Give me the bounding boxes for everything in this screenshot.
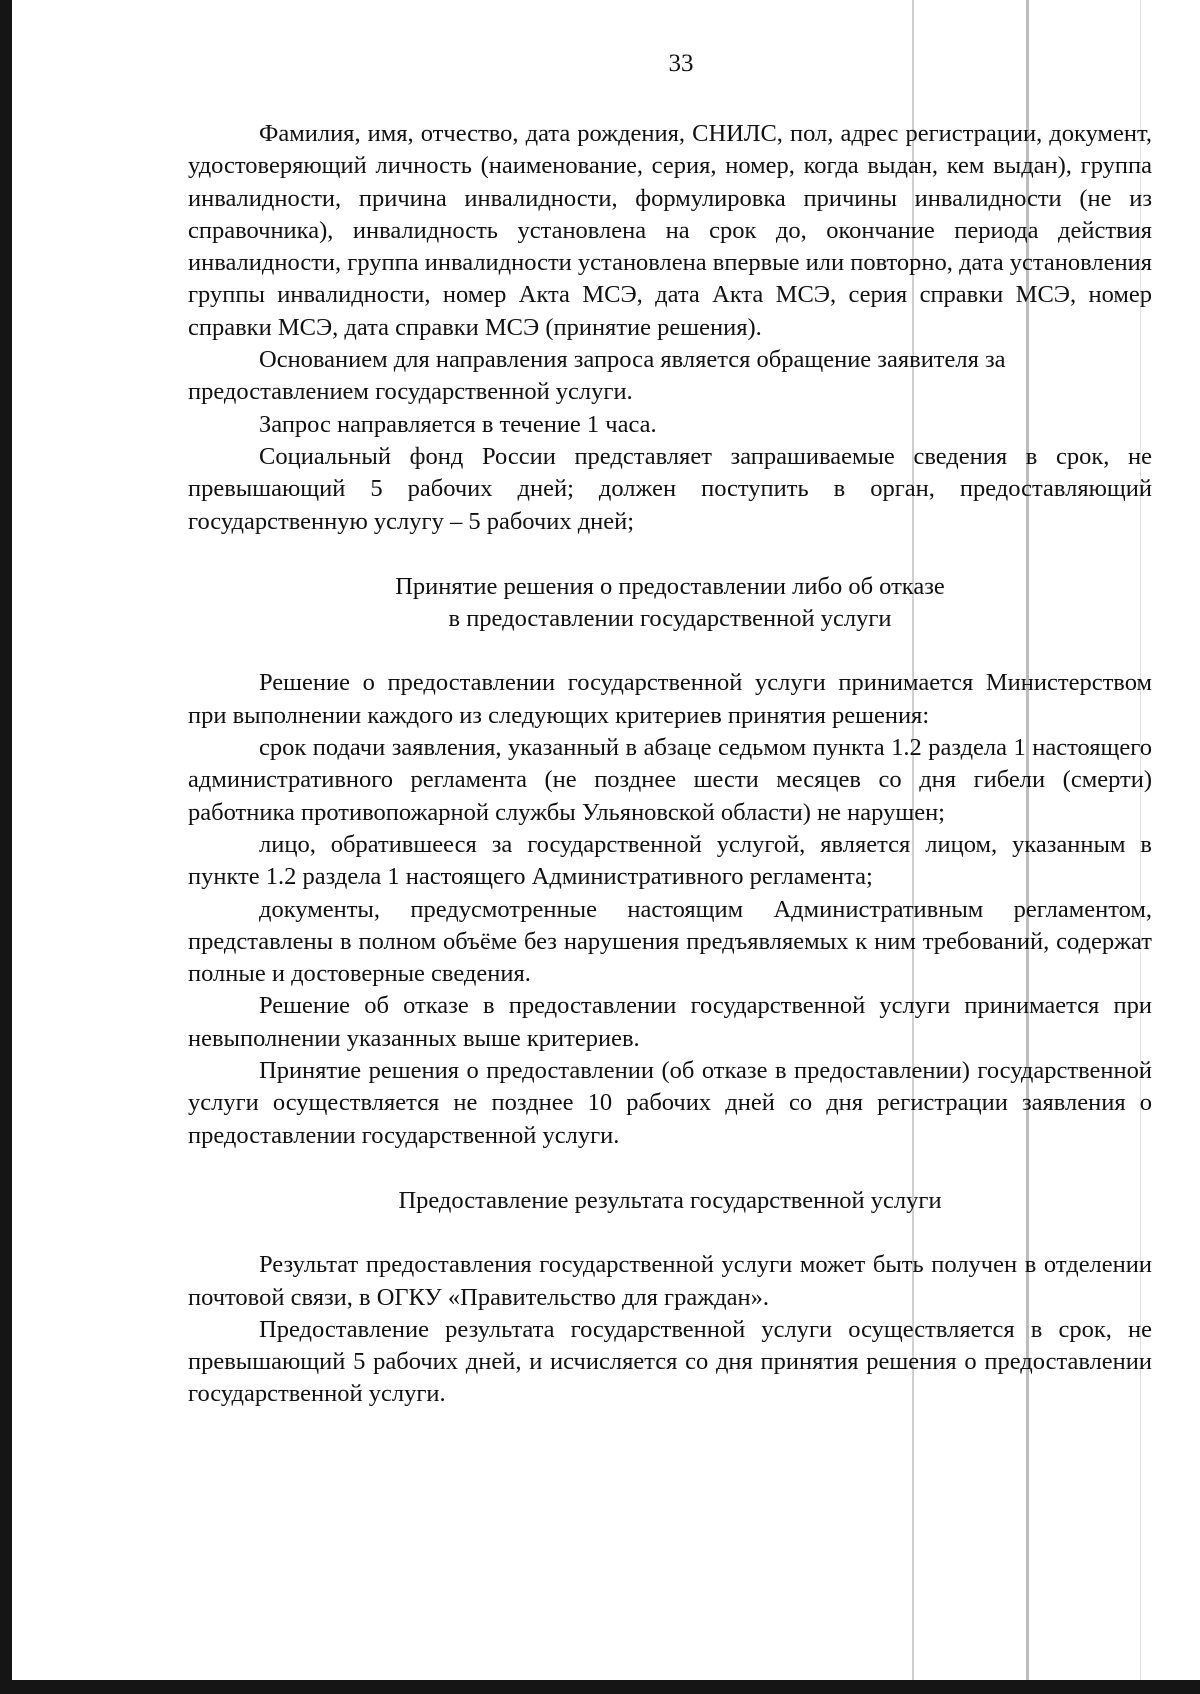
section-heading-decision: [188, 571, 1152, 636]
criterion-deadline: срок подачи заявления, указанный в абзаце седьмом пункта 1.2 раздела 1 настоящего административного регламента (не позднее шести месяцев со дня гибели (смерти) работника противопожарной службы Ульяновской области) не нарушен;: [188, 734, 1152, 826]
scan-edge-left: [0, 0, 12, 1694]
paragraph-decision-term: Принятие решения о предоставлении (об отказе в предоставлении) государственной услуги осуществляется не позднее 10 рабочих дней со дня регистрации заявления о предоставлении государственной услуги.: [188, 1057, 1152, 1149]
paragraph-requested-fields: Фамилия, имя, отчество, дата рождения, СНИЛС, пол, адрес регистрации, документ, удостоверяющий личность (наименование, серия, номер, когда выдан, кем выдан), группа инвалидности, причина инвалидности, формулировка причины инвалидности (не из справочника), инвалидность установлена на срок до, окончание периода действия инвалидности, группа инвалидности установлена впервые или повторно, дата установления группы инвалидности, номер Акта МСЭ, дата Акта МСЭ, серия справки МСЭ, номер справки МСЭ, дата справки МСЭ (принятие решения).: [188, 120, 1152, 341]
paragraph-decision-criteria: Решение о предоставлении государственной услуги принимается Министерством при выполнении каждого из следующих критериев принятия решения:: [188, 669, 1152, 729]
section-heading-result: Предоставление результата государственной услуги: [398, 1186, 942, 1214]
paragraph-sfr-response: Социальный фонд России представляет запрашиваемые сведения в срок, не превышающий 5 рабочих дней; должен поступить в орган, предоставляющий государственную услугу – 5 рабочих дней;: [188, 442, 1152, 535]
paragraph-request-timing: Запрос направляется в течение 1 часа.: [259, 410, 657, 438]
paragraph-refusal: Решение об отказе в предоставлении государственной услуги принимается при невыполнении указанных выше критериев.: [188, 992, 1152, 1052]
paragraph-result-place: Результат предоставления государственной услуги может быть получен в отделении почтовой связи, в ОГКУ «Правительство для граждан».: [188, 1251, 1152, 1311]
paragraph-request-basis: Основанием для направления запроса является обращение заявителя за предоставлением государственной услуги.: [188, 346, 1006, 406]
page-number: 33: [668, 50, 694, 77]
section-heading-decision-line1: Принятие решения о предоставлении либо об отказе: [395, 572, 945, 600]
section-heading-decision-line2: в предоставлении государственной услуги: [448, 605, 892, 633]
scan-edge-bottom: [0, 1680, 1200, 1694]
paragraph-result-term: Предоставление результата государственной услуги осуществляется в срок, не превышающий 5 рабочих дней, и исчисляется со дня принятия решения о предоставлении государственной услуги.: [188, 1315, 1152, 1408]
criterion-eligible-person: лицо, обратившееся за государственной услугой, является лицом, указанным в пункте 1.2 раздела 1 настоящего Административного регламента;: [188, 830, 1152, 891]
criterion-documents: документы, предусмотренные настоящим Административным регламентом, представлены в полном объёме без нарушения предъявляемых к ним требований, содержат полные и достоверные сведения.: [188, 895, 1152, 988]
document-page: [188, 48, 1152, 1411]
